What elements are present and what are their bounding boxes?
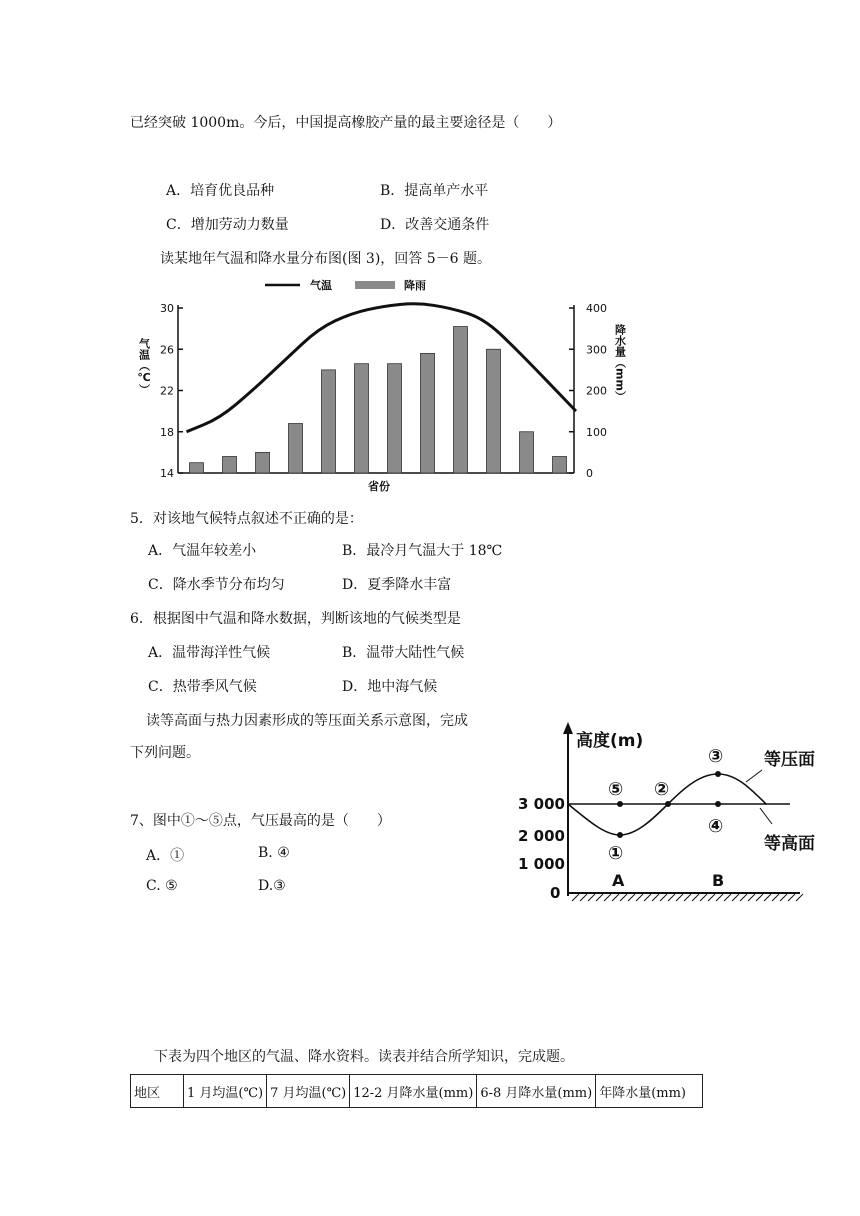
tick-1000: 1 000 [518,855,565,873]
precipitation-bar [553,457,567,474]
q6-option-d: D．地中海气候 [342,679,438,695]
precipitation-bar [454,327,468,473]
precipitation-bar [322,370,336,473]
tick-2000: 2 000 [518,827,565,845]
climate-chart [0,272,860,502]
point-5-label: ⑤ [608,779,624,800]
fig3-intro: 读某地年气温和降水量分布图(图 3)，回答 5－6 题。 [160,251,491,267]
tick-0: 0 [550,884,561,902]
isobar-diagram [510,708,832,908]
point-2-dot [665,801,671,807]
point-1-label: ① [608,843,624,864]
legend-rain-label: 降雨 [404,279,426,292]
table-header-cell: 年降水量(mm) [596,1075,703,1108]
point-3-dot [715,771,721,777]
q4-option-b: B．提高单产水平 [380,183,489,199]
tick-3000: 3 000 [518,795,565,813]
table-header-cell: 1 月均温(℃) [184,1075,267,1108]
left-tick-label: 30 [160,302,174,315]
table-header-row [131,1075,703,1108]
q5-option-a: A．气温年较差小 [148,543,257,559]
temperature-line [187,304,577,432]
x-axis-title: 省份 [368,480,390,493]
table-header-cell: 6-8 月降水量(mm) [477,1075,596,1108]
right-tick-label: 200 [586,384,607,398]
isoheight-label: 等高面 [764,834,815,854]
fig4-intro-line2: 下列问题。 [130,745,200,761]
precipitation-bar [223,457,237,474]
q6-option-b: B．温带大陆性气候 [342,645,465,661]
left-tick-label: 18 [160,425,174,439]
left-axis-title: 气温（℃） [137,338,151,395]
table-header-cell: 7 月均温(℃) [267,1075,350,1108]
precipitation-bar [487,349,501,473]
q5-option-c: C．降水季节分布均匀 [148,577,285,593]
q5-stem: 5．对该地气候特点叙述不正确的是： [130,511,363,527]
precipitation-bar [289,424,303,474]
right-tick-label: 300 [586,343,607,357]
location-b-label: B [712,871,725,890]
right-tick-label: 0 [586,467,593,480]
height-axis-title: 高度(m) [576,731,644,751]
q4-option-a: A．培育优良品种 [166,183,275,199]
precipitation-bar [520,432,534,473]
q7-option-a: A．① [146,848,185,864]
point-2-label: ② [654,779,670,800]
q6-option-c: C．热带季风气候 [148,679,257,695]
q4-option-c: C．增加劳动力数量 [166,217,289,233]
fig4-intro-line1: 读等高面与热力因素形成的等压面关系示意图，完成 [146,713,468,729]
location-a-label: A [612,871,625,890]
point-1-dot [617,832,623,838]
climate-data-table [130,1074,703,1108]
q7-option-c: C. ⑤ [146,878,178,894]
right-tick-label: 100 [586,425,607,439]
q7-option-d: D.③ [258,878,286,894]
table-intro: 下表为四个地区的气温、降水资料。读表并结合所学知识，完成题。 [154,1049,574,1065]
table-header-cell: 12-2 月降水量(mm) [350,1075,477,1108]
left-tick-label: 14 [160,467,174,480]
table-header-cell: 地区 [131,1075,184,1108]
q5-option-b: B．最冷月气温大于 18℃ [342,543,503,559]
legend-temperature-label: 气温 [310,279,332,292]
left-tick-label: 26 [160,343,174,357]
isobar-label: 等压面 [764,750,815,770]
q6-stem: 6．根据图中气温和降水数据，判断该地的气候类型是 [130,611,461,627]
point-5-dot [617,801,623,807]
precipitation-bar [190,463,204,473]
right-axis-title: 降水量（mm） [613,324,627,402]
q4-option-d: D．改善交通条件 [380,217,490,233]
precipitation-bar [256,452,270,473]
point-4-dot [715,801,721,807]
precipitation-bar [355,364,369,473]
left-tick-label: 22 [160,384,174,398]
q4-stem: 已经突破 1000m。今后，中国提高橡胶产量的最主要途径是（ ） [130,115,562,131]
precipitation-bar [388,364,402,473]
precipitation-bar [421,353,435,473]
point-3-label: ③ [708,746,724,767]
q6-option-a: A．温带海洋性气候 [148,645,271,661]
q7-stem: 7、图中①～⑤点，气压最高的是（ ） [130,813,391,829]
q7-option-b: B. ④ [258,845,290,861]
right-tick-label: 400 [586,302,607,315]
point-4-label: ④ [708,816,724,837]
legend-rain-swatch [355,281,395,289]
q5-option-d: D．夏季降水丰富 [342,577,452,593]
